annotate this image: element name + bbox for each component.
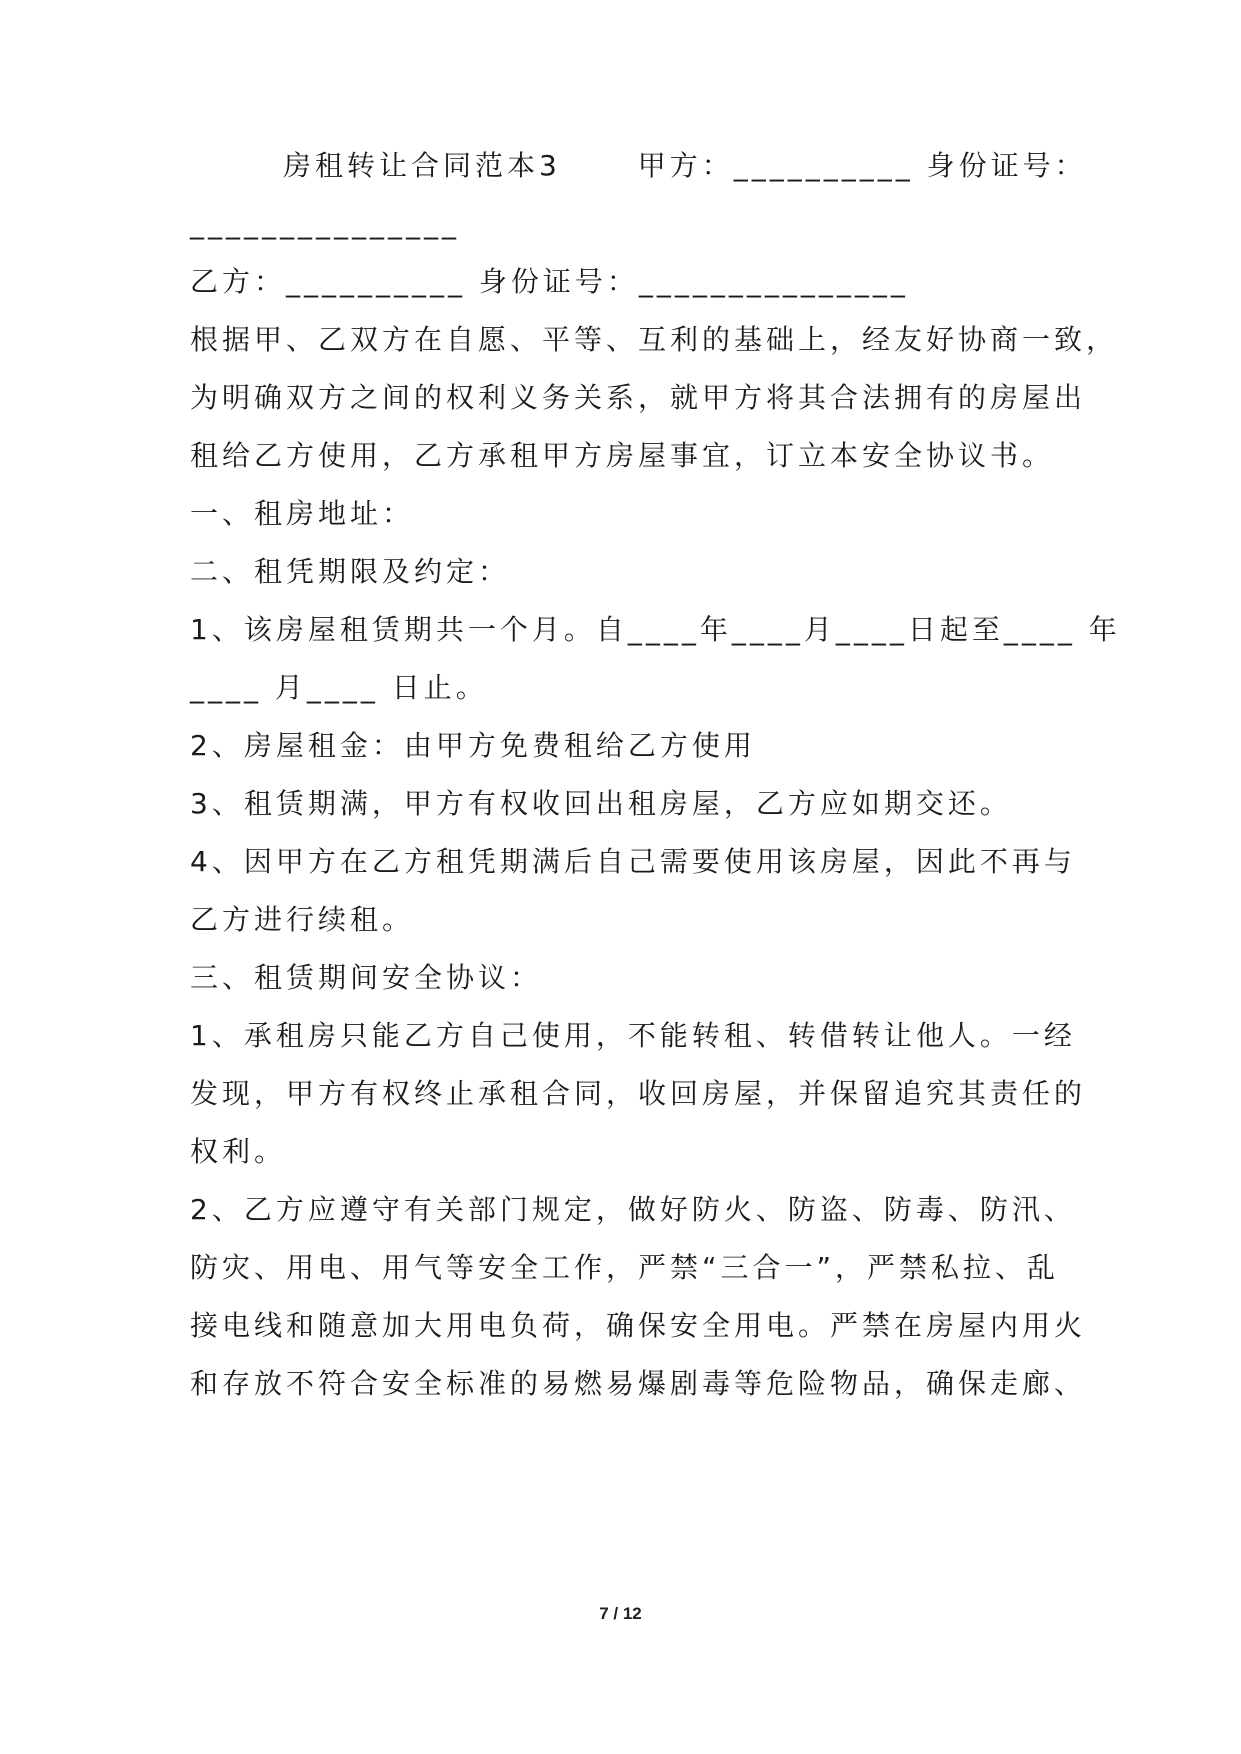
text-line: 2、乙方应遵守有关部门规定，做好防火、防盗、防毒、防汛、 [190, 1193, 1076, 1226]
text-line: 接电线和随意加大用电负荷，确保安全用电。严禁在房屋内用火 [190, 1309, 1087, 1342]
text-line: 乙方进行续租。 [190, 903, 415, 936]
text-line: ____ 月____ 日止。 [190, 671, 488, 704]
text-line: 一、租房地址： [190, 497, 415, 530]
text-line: 2、房屋租金：由甲方免费租给乙方使用 [190, 729, 756, 762]
text-line: 房租转让合同范本3 甲方：__________ 身份证号： [283, 149, 1087, 182]
page-number: 7 / 12 [599, 1604, 642, 1623]
text-line: _______________ [190, 207, 460, 240]
text-line: 权利。 [190, 1135, 287, 1168]
text-line: 发现，甲方有权终止承租合同，收回房屋，并保留追究其责任的 [190, 1077, 1087, 1110]
text-line: 和存放不符合安全标准的易燃易爆剧毒等危险物品，确保走廊、 [190, 1367, 1087, 1400]
text-line: 租给乙方使用，乙方承租甲方房屋事宜，订立本安全协议书。 [190, 439, 1055, 472]
text-line: 二、租凭期限及约定： [190, 555, 511, 588]
text-line: 为明确双方之间的权利义务关系，就甲方将其合法拥有的房屋出 [190, 381, 1087, 414]
text-line: 乙方：__________ 身份证号：_______________ [190, 265, 909, 298]
text-line: 1、承租房只能乙方自己使用，不能转租、转借转让他人。一经 [190, 1019, 1076, 1052]
text-line: 三、租赁期间安全协议： [190, 961, 543, 994]
text-line: 3、租赁期满，甲方有权收回出租房屋，乙方应如期交还。 [190, 787, 1012, 820]
text-line: 根据甲、乙双方在自愿、平等、互利的基础上，经友好协商一致， [190, 323, 1119, 356]
text-line: 1、该房屋租赁期共一个月。自____年____月____日起至____ 年 [190, 613, 1121, 646]
text-line: 4、因甲方在乙方租凭期满后自己需要使用该房屋，因此不再与 [190, 845, 1076, 878]
text-line: 防灾、用电、用气等安全工作，严禁“三合一”，严禁私拉、乱 [190, 1251, 1060, 1284]
